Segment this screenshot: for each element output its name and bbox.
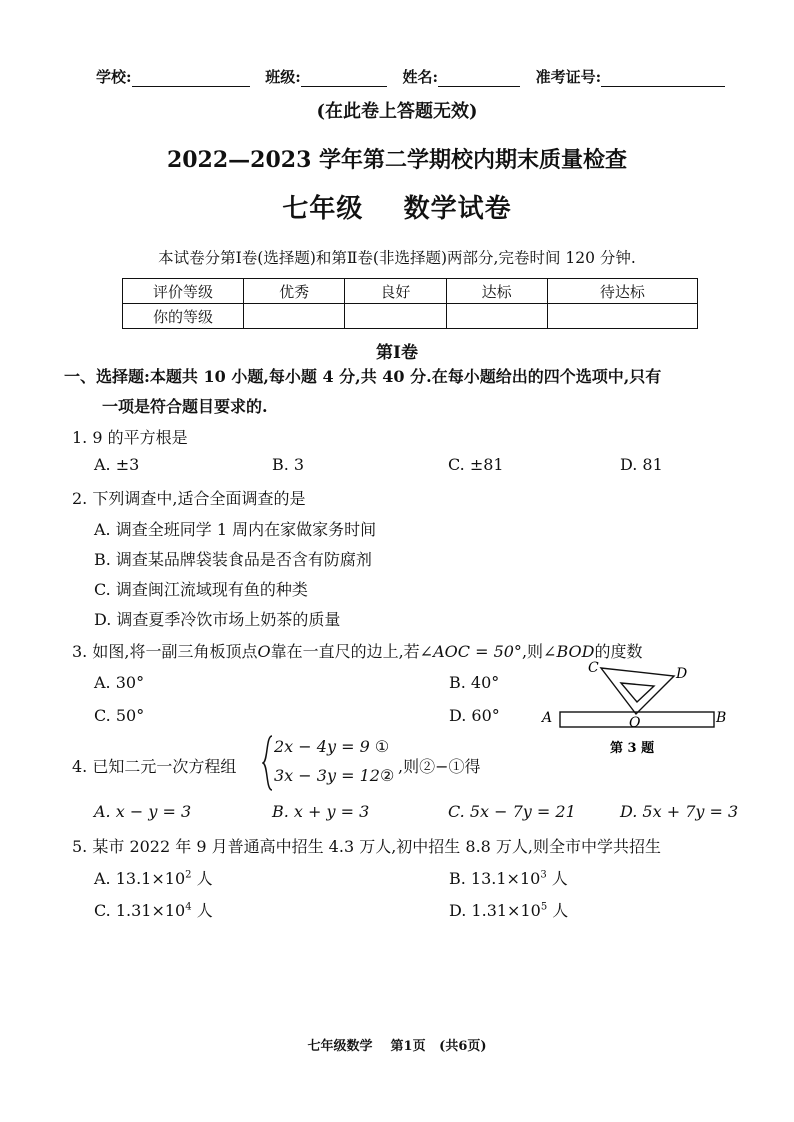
q2-option-d: D. 调查夏季冷饮市场上奶茶的质量 xyxy=(94,610,341,629)
table-row xyxy=(123,304,698,329)
question-2-stem: 2. 下列调查中,适合全面调查的是 xyxy=(72,489,306,508)
q3-option-d: D. 60° xyxy=(449,706,500,725)
equation-1-text: 2x − 4y = 9 xyxy=(274,737,370,756)
name-field[interactable] xyxy=(438,72,520,87)
q1-option-c: C. ±81 xyxy=(448,455,504,474)
q3-stem-part: O xyxy=(257,642,271,661)
q3-option-c: C. 50° xyxy=(94,706,145,725)
table-header-cell: 达标 xyxy=(446,279,547,304)
section-title: 第Ⅰ卷 xyxy=(376,343,418,363)
exam-title: 2022—2023 学年第二学期校内期末质量检查 xyxy=(166,147,628,173)
equation-brace xyxy=(262,734,274,792)
table-header-cell: 评价等级 xyxy=(123,279,244,304)
triangle-inner xyxy=(621,683,654,702)
q5-option-c xyxy=(94,898,213,921)
grade-table xyxy=(122,278,698,329)
school-label: 学校: xyxy=(96,68,132,86)
figure-label-d: D xyxy=(676,666,688,682)
figure-label-b: B xyxy=(716,710,727,726)
q3-stem-part: ,则 xyxy=(521,642,544,661)
q5-option-d xyxy=(449,898,568,921)
page-footer: 七年级数学 第1页 (共6页) xyxy=(307,1039,487,1054)
q3-stem-part: 靠在一直尺的边上,若 xyxy=(270,642,420,661)
q2-option-a: A. 调查全班同学 1 周内在家做家务时间 xyxy=(94,520,377,539)
equation-2 xyxy=(274,766,394,785)
triangle-ruler-figure xyxy=(538,656,738,760)
q2-option-c: C. 调查闽江流域现有鱼的种类 xyxy=(94,580,308,599)
q5-option-a xyxy=(94,866,213,889)
q4-option-d: D. 5x + 7y = 3 xyxy=(620,802,739,821)
exam-id-label: 准考证号: xyxy=(535,68,602,86)
grade-cell[interactable] xyxy=(345,304,446,329)
row-label: 你的等级 xyxy=(123,304,244,329)
q2-option-b: B. 调查某品牌袋装食品是否含有防腐剂 xyxy=(94,550,372,569)
school-field[interactable] xyxy=(132,72,250,87)
notice: (在此卷上答题无效) xyxy=(316,101,478,122)
option-unit: 人 xyxy=(191,869,213,888)
class-field[interactable] xyxy=(301,72,387,87)
exam-id-field[interactable] xyxy=(601,72,725,87)
q4-option-b: B. x + y = 3 xyxy=(272,802,370,821)
question-4-stem-a: 4. 已知二元一次方程组 xyxy=(72,757,237,776)
option-unit: 人 xyxy=(191,901,213,920)
option-base: D. 1.31×10 xyxy=(449,901,541,920)
table-header-cell: 待达标 xyxy=(547,279,697,304)
grade-cell[interactable] xyxy=(446,304,547,329)
equation-1-mark: ① xyxy=(374,737,390,756)
question-5-stem: 5. 某市 2022 年 9 月普通高中招生 4.3 万人,初中招生 8.8 万人,则全市中学共招生 xyxy=(72,837,662,856)
q4-option-c: C. 5x − 7y = 21 xyxy=(448,802,576,821)
q3-stem-part: ∠AOC = 50° xyxy=(419,642,522,661)
q3-stem-part: 的度数 xyxy=(594,642,643,661)
q1-option-b: B. 3 xyxy=(272,455,305,474)
part-one-instruction: 一、选择题:本题共 10 小题,每小题 4 分,共 40 分.在每小题给出的四个选项中,只有 xyxy=(64,367,662,386)
option-base: A. 13.1×10 xyxy=(94,869,186,888)
q3-option-a: A. 30° xyxy=(94,673,145,692)
equation-1 xyxy=(274,737,389,756)
q1-option-a: A. ±3 xyxy=(94,455,140,474)
grade-cell[interactable] xyxy=(547,304,697,329)
table-row xyxy=(123,279,698,304)
question-1-stem: 1. 9 的平方根是 xyxy=(72,428,188,447)
figure-label-a: A xyxy=(542,710,553,726)
triangle-outer xyxy=(601,668,674,714)
option-unit: 人 xyxy=(547,901,569,920)
part-one-instruction-2: 一项是符合题目要求的. xyxy=(102,397,268,416)
option-exponent: 3 xyxy=(540,869,547,881)
figure-label-o: O xyxy=(629,715,641,731)
grade-cell[interactable] xyxy=(244,304,345,329)
table-header-cell: 良好 xyxy=(345,279,446,304)
name-label: 姓名: xyxy=(402,68,438,86)
option-exponent: 4 xyxy=(185,901,192,913)
table-header-cell: 优秀 xyxy=(244,279,345,304)
option-exponent: 2 xyxy=(185,869,192,881)
subject-title: 七年级 数学试卷 xyxy=(282,194,512,224)
option-unit: 人 xyxy=(546,869,568,888)
q4-option-a: A. x − y = 3 xyxy=(94,802,192,821)
option-base: B. 13.1×10 xyxy=(449,869,541,888)
question-4-stem-b: ,则②−①得 xyxy=(398,757,481,776)
intro-text: 本试卷分第Ⅰ卷(选择题)和第Ⅱ卷(非选择题)两部分,完卷时间 120 分钟. xyxy=(158,249,636,267)
option-base: C. 1.31×10 xyxy=(94,901,186,920)
equation-2-text: 3x − 3y = 12 xyxy=(274,766,380,785)
option-exponent: 5 xyxy=(540,901,548,913)
q3-option-b: B. 40° xyxy=(449,673,500,692)
equation-2-mark: ② xyxy=(379,766,395,785)
header-fields xyxy=(96,66,725,87)
figure-caption: 第 3 题 xyxy=(610,741,655,756)
q3-stem-part: 3. 如图,将一副三角板顶点 xyxy=(72,642,258,661)
q3-stem-part: ∠BOD xyxy=(543,642,595,661)
class-label: 班级: xyxy=(265,68,301,86)
q5-option-b xyxy=(449,866,568,889)
figure-label-c: C xyxy=(588,660,599,676)
q1-option-d: D. 81 xyxy=(620,455,663,474)
